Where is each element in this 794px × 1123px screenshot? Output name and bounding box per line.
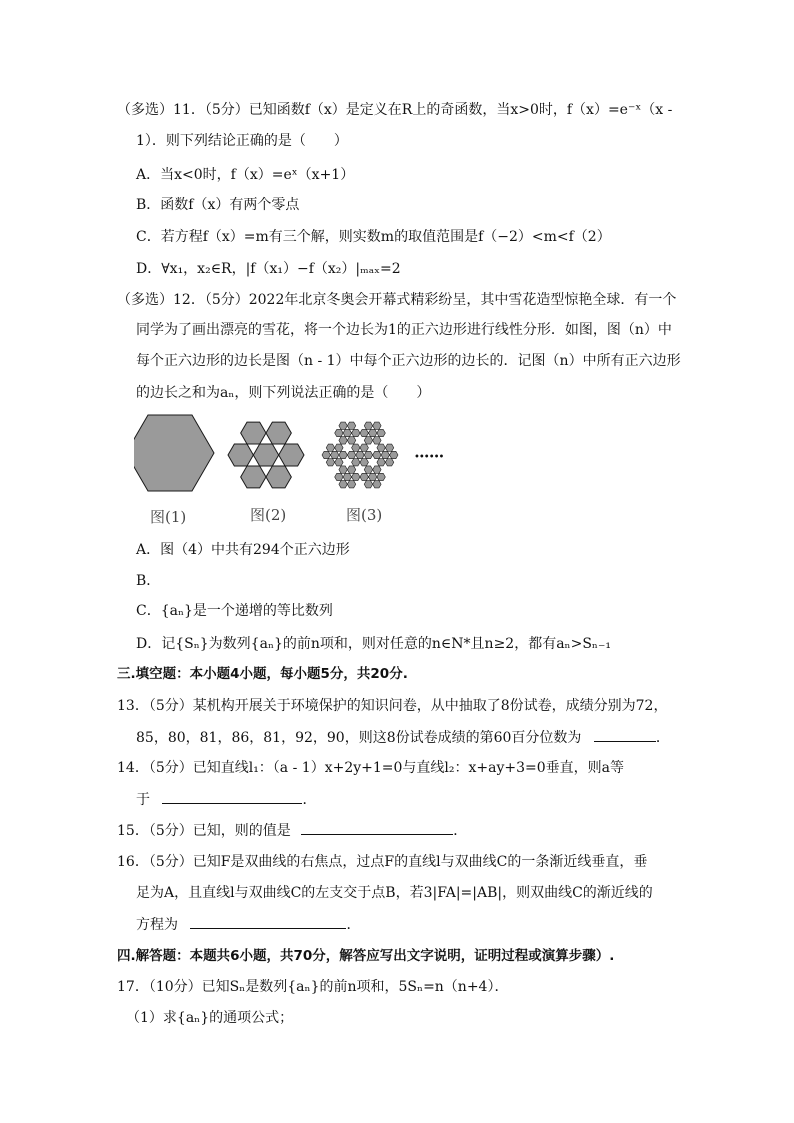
q17-part1: （1）求{aₙ}的通项公式；: [126, 1010, 294, 1026]
fractal-hexagon: [343, 473, 351, 480]
fractal-hexagon: [373, 481, 381, 488]
fractal-hexagon: [377, 459, 385, 466]
caption-fig2: 图(2): [250, 506, 287, 524]
q15-text: 15．（5分）已知，则的值是: [117, 823, 291, 839]
fractal-hexagon: [241, 422, 266, 444]
fractal-hexagon: [326, 459, 334, 466]
fig1-hexagon: [134, 415, 214, 491]
q13-period: ．: [655, 730, 670, 746]
fractal-hexagon: [339, 422, 347, 429]
fractal-hexagon: [368, 473, 376, 480]
fractal-hexagon: [390, 451, 398, 458]
fractal-hexagon: [339, 437, 347, 444]
q11-option-c: C．若方程f（x）=m有三个解，则实数m的取值范围是f（−2）<m<f（2）: [136, 229, 611, 245]
q15-answer-blank[interactable]: [301, 820, 453, 835]
fractal-hexagon: [335, 459, 343, 466]
fractal-hexagon: [347, 481, 355, 488]
fractal-hexagon: [322, 451, 330, 458]
q16-answer-blank[interactable]: [190, 914, 346, 929]
fractal-hexagon: [381, 451, 389, 458]
fig2-hexagons: [228, 422, 304, 488]
q12-option-c: C．{aₙ}是一个递增的等比数列: [136, 603, 333, 619]
fractal-hexagon: [352, 473, 360, 480]
snowflake-figure: [134, 414, 464, 532]
fractal-hexagon: [377, 429, 385, 436]
q14-answer-blank[interactable]: [162, 789, 302, 804]
q13-line2-text: 85，80，81，86，81，92，90，则这8份试卷成绩的第60百分位数为: [136, 730, 582, 746]
fractal-hexagon: [266, 422, 291, 444]
fractal-hexagon: [253, 444, 278, 466]
q11-stem-line2: 1）．则下列结论正确的是（ ）: [136, 133, 348, 149]
fractal-hexagon: [368, 429, 376, 436]
q15-period: ．: [453, 823, 468, 839]
fractal-hexagon: [356, 451, 364, 458]
fractal-hexagon: [373, 466, 381, 473]
q12-stem-line4: 的边长之和为aₙ，则下列说法正确的是（ ）: [136, 385, 431, 401]
fractal-hexagon: [360, 473, 368, 480]
fractal-hexagon: [352, 444, 360, 451]
fractal-hexagon: [228, 444, 253, 466]
fractal-hexagon: [364, 451, 372, 458]
fig3-hexagons: [322, 422, 398, 488]
fractal-hexagon: [266, 466, 291, 488]
q12-stem-line3: 每个正六边形的边长是图（n - 1）中每个正六边形的边长的．记图（n）中所有正六边形: [136, 353, 681, 369]
q12-stem-line2: 同学为了画出漂亮的雪花，将一个边长为1的正六边形进行线性分形．如图，图（n）中: [136, 322, 672, 338]
caption-fig3: 图(3): [346, 506, 383, 524]
q16-line3: [136, 914, 360, 935]
fractal-hexagon: [385, 444, 393, 451]
fractal-hexagon: [279, 444, 304, 466]
fractal-hexagon: [335, 473, 343, 480]
fractal-hexagon: [360, 444, 368, 451]
fractal-hexagon: [330, 451, 338, 458]
fractal-hexagon: [364, 481, 372, 488]
q14-line2-text: 于: [136, 792, 150, 808]
section4-heading: 四.解答题：本题共6小题，共70分，解答应写出文字说明，证明过程或演算步骤）.: [117, 948, 615, 964]
fractal-hexagon: [347, 466, 355, 473]
fractal-hexagon: [335, 444, 343, 451]
continuation-dots: ••••••: [414, 452, 444, 463]
q12-option-d: D．记{Sₙ}为数列{aₙ}的前n项和，则对任意的n∈N*且n≥2，都有aₙ>Sₙ₋₁: [136, 636, 611, 652]
q16-period: ．: [346, 917, 361, 933]
q16-line1: 16．（5分）已知F是双曲线的右焦点，过点F的直线l与双曲线C的一条渐近线垂直，垂: [117, 854, 648, 870]
fractal-hexagon: [343, 429, 351, 436]
caption-fig1: 图(1): [150, 508, 187, 526]
fractal-hexagon: [360, 459, 368, 466]
q11-stem-line1: （多选）11．（5分）已知函数f（x）是定义在R上的奇函数，当x>0时，f（x）=e⁻ˣ（x -: [117, 102, 673, 118]
fractal-hexagon: [373, 451, 381, 458]
q11-option-a: A．当x<0时，f（x）=eˣ（x+1）: [136, 167, 355, 183]
fractal-hexagon: [326, 444, 334, 451]
q11-option-b: B．函数f（x）有两个零点: [136, 197, 300, 213]
fractal-hexagon: [377, 473, 385, 480]
q13-line1: 13．（5分）某机构开展关于环境保护的知识问卷，从中抽取了8份试卷，成绩分别为72，: [117, 698, 668, 714]
q17-line1: 17．（10分）已知Sₙ是数列{aₙ}的前n项和，5Sₙ=n（n+4）．: [117, 979, 509, 995]
fractal-hexagon: [373, 422, 381, 429]
fractal-hexagon: [347, 451, 355, 458]
fractal-hexagon: [373, 437, 381, 444]
fractal-hexagon: [364, 422, 372, 429]
q14-period: ．: [302, 792, 317, 808]
fractal-hexagon: [339, 481, 347, 488]
fractal-hexagon: [385, 459, 393, 466]
fractal-hexagon: [335, 429, 343, 436]
fractal-hexagon: [364, 437, 372, 444]
q12-option-b: B．: [136, 573, 161, 589]
fractal-hexagon: [364, 466, 372, 473]
q14-line2: [136, 789, 316, 810]
q12-option-a: A．图（4）中共有294个正六边形: [136, 542, 350, 558]
q13-answer-blank[interactable]: [594, 727, 656, 742]
fractal-hexagon: [352, 459, 360, 466]
fractal-hexagon: [352, 429, 360, 436]
fractal-hexagon: [377, 444, 385, 451]
fractal-hexagon: [339, 466, 347, 473]
fractal-hexagon: [347, 422, 355, 429]
q12-stem-line1: （多选）12．（5分）2022年北京冬奥会开幕式精彩纷呈，其中雪花造型惊艳全球．有一个: [117, 292, 677, 308]
q15-line1: [117, 820, 467, 841]
section3-heading: 三.填空题：本小题4小题，每小题5分，共20分.: [117, 666, 408, 682]
fractal-hexagon: [347, 437, 355, 444]
q14-line1: 14．（5分）已知直线l₁：（a - 1）x+2y+1=0与直线l₂：x+ay+3=0垂直，则a等: [117, 760, 625, 776]
q11-option-d: D．∀x₁，x₂∈R，|f（x₁）−f（x₂）|ₘₐₓ=2: [136, 261, 401, 277]
q16-line3-text: 方程为: [136, 917, 178, 933]
q16-line2: 足为A，且直线l与双曲线C的左支交于点B，若3|FA|=|AB|，则双曲线C的渐近线的: [136, 885, 653, 901]
fractal-hexagon: [360, 429, 368, 436]
fractal-hexagon: [241, 466, 266, 488]
fractal-hexagon: [339, 451, 347, 458]
q13-line2: [136, 727, 670, 748]
